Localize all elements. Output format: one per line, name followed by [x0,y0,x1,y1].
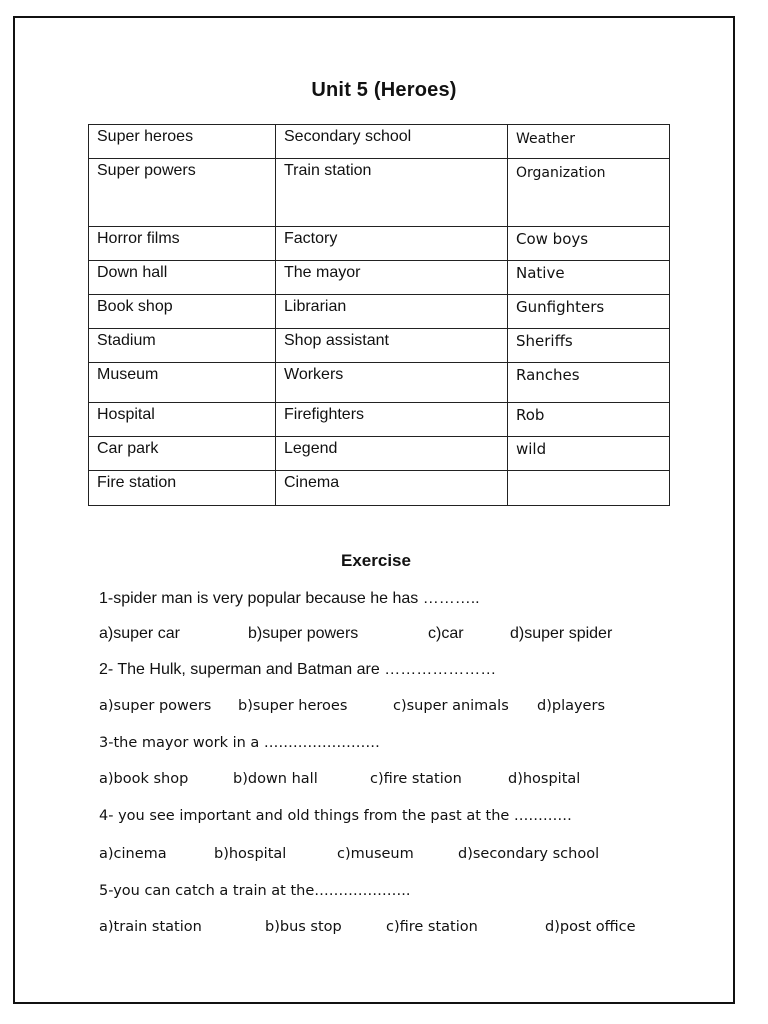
question-3: 3-the mayor work in a …………………… [99,735,380,751]
table-row [89,437,670,471]
vocab-cell: Ranches [508,363,670,403]
vocab-cell: Gunfighters [508,295,670,329]
table-row [89,471,670,506]
table-row [89,329,670,363]
option-2d: d)players [537,698,605,714]
vocab-cell: Super powers [89,159,276,227]
option-1a: a)super car [99,625,180,642]
vocab-cell: Cinema [276,471,508,506]
vocab-cell [508,471,670,506]
vocab-cell: Train station [276,159,508,227]
vocabulary-table [88,124,670,506]
table-row [89,125,670,159]
option-3c: c)fire station [370,771,462,787]
vocab-cell: Cow boys [508,227,670,261]
option-5c: c)fire station [386,919,478,935]
vocab-cell: wild [508,437,670,471]
table-row [89,363,670,403]
option-1c: c)car [428,625,464,642]
vocab-cell: Museum [89,363,276,403]
table-row [89,403,670,437]
option-2b: b)super heroes [238,698,348,714]
vocab-cell: Weather [508,125,670,159]
vocab-cell: Book shop [89,295,276,329]
question-5: 5-you can catch a train at the……………….. [99,883,411,899]
vocab-cell: Stadium [89,329,276,363]
exercise-title: Exercise [341,551,411,570]
vocab-cell: Hospital [89,403,276,437]
table-row [89,295,670,329]
vocab-cell: Secondary school [276,125,508,159]
question-1: 1-spider man is very popular because he has ……….. [99,590,480,607]
vocab-cell: Horror films [89,227,276,261]
vocab-cell: Fire station [89,471,276,506]
vocab-cell: The mayor [276,261,508,295]
option-2c: c)super animals [393,698,509,714]
option-5d: d)post office [545,919,636,935]
vocab-cell: Car park [89,437,276,471]
vocab-cell: Firefighters [276,403,508,437]
vocab-cell: Factory [276,227,508,261]
option-4a: a)cinema [99,846,167,862]
question-2: 2- The Hulk, superman and Batman are ………………… [99,661,497,678]
table-row [89,159,670,227]
vocab-cell: Down hall [89,261,276,295]
vocab-cell: Librarian [276,295,508,329]
page-title: Unit 5 (Heroes) [311,79,457,101]
vocab-cell: Organization [508,159,670,227]
option-3b: b)down hall [233,771,318,787]
vocab-cell: Native [508,261,670,295]
option-1d: d)super spider [510,625,613,642]
option-4c: c)museum [337,846,414,862]
option-2a: a)super powers [99,698,212,714]
table-row [89,261,670,295]
vocab-cell: Rob [508,403,670,437]
vocab-cell: Legend [276,437,508,471]
option-5a: a)train station [99,919,202,935]
option-1b: b)super powers [248,625,359,642]
option-5b: b)bus stop [265,919,342,935]
table-row [89,227,670,261]
vocab-cell: Super heroes [89,125,276,159]
option-4d: d)secondary school [458,846,600,862]
vocab-cell: Sheriffs [508,329,670,363]
option-3d: d)hospital [508,771,581,787]
option-4b: b)hospital [214,846,287,862]
vocab-cell: Shop assistant [276,329,508,363]
option-3a: a)book shop [99,771,189,787]
vocab-cell: Workers [276,363,508,403]
question-4: 4- you see important and old things from the past at the ………… [99,808,572,824]
